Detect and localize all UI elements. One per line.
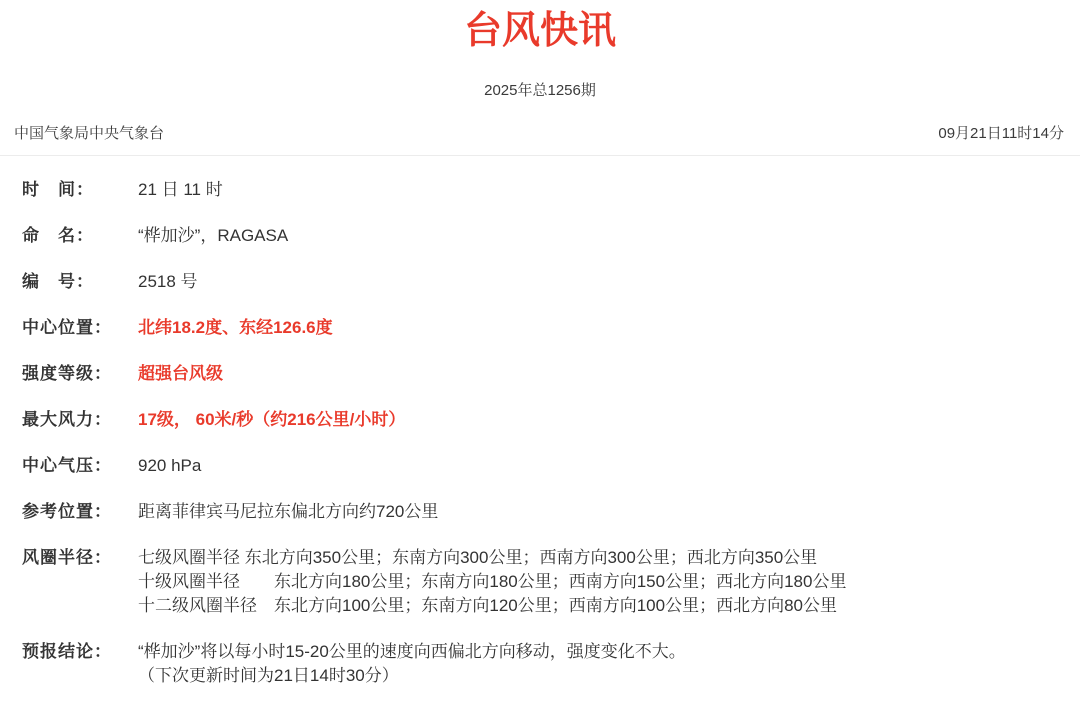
value-line-forecast: “桦加沙”将以每小时15-20公里的速度向西偏北方向移动，强度变化不大。 — [138, 642, 686, 661]
value-line: 920 hPa — [138, 456, 202, 475]
field-label-intensity: 强度等级： — [22, 364, 112, 383]
bulletin-body — [0, 156, 1080, 688]
field-row-center-position — [22, 316, 1060, 340]
meta-bar — [0, 125, 1080, 143]
field-label-number: 编 号： — [22, 272, 94, 291]
field-label-forecast-conclusion: 预报结论： — [22, 642, 112, 661]
value-line: 超强台风级 — [138, 364, 223, 383]
value-line-level10: 十级风圈半径 东北方向180公里；东南方向180公里；西南方向150公里；西北方向180公里 — [138, 572, 847, 591]
issue-number: 2025年总1256期 — [484, 82, 596, 99]
value-line: 距离菲律宾马尼拉东偏北方向约720公里 — [138, 502, 439, 521]
field-row-reference-position — [22, 500, 1060, 524]
agency-name: 中国气象局中央气象台 — [14, 125, 165, 142]
value-line: 17级， 60米/秒（约216公里/小时） — [138, 410, 406, 429]
field-label-time: 时 间： — [22, 180, 94, 199]
field-value-center-pressure — [138, 454, 201, 478]
field-label-center-position: 中心位置： — [22, 318, 112, 337]
field-row-wind-circle-radius — [22, 546, 1060, 618]
field-value-forecast-conclusion — [138, 640, 686, 688]
field-label-reference-position: 参考位置： — [22, 502, 112, 521]
field-row-center-pressure — [22, 454, 1060, 478]
field-value-max-wind — [138, 408, 405, 432]
field-value-time — [138, 178, 223, 202]
field-label-max-wind: 最大风力： — [22, 410, 112, 429]
field-row-intensity — [22, 362, 1060, 386]
issued-datetime: 09月21日11时14分 — [938, 125, 1064, 142]
value-line: 北纬18.2度、东经126.6度 — [138, 318, 333, 337]
field-row-time — [22, 178, 1060, 202]
page-title: 台风快讯 — [463, 10, 616, 52]
field-value-center-position — [138, 316, 333, 340]
field-row-max-wind — [22, 408, 1060, 432]
field-value-name — [138, 224, 288, 248]
value-line: 2518 号 — [138, 272, 198, 291]
field-value-intensity — [138, 362, 223, 386]
value-line: “桦加沙”，RAGASA — [138, 226, 289, 245]
value-line-level7: 七级风圈半径 东北方向350公里；东南方向300公里；西南方向300公里；西北方向350公里 — [138, 548, 818, 567]
field-label-wind-circle-radius: 风圈半径： — [22, 548, 112, 567]
field-label-center-pressure: 中心气压： — [22, 456, 112, 475]
field-value-wind-circle-radius — [138, 546, 846, 618]
value-line-next-update: （下次更新时间为21日14时30分） — [138, 666, 399, 685]
field-value-number — [138, 270, 198, 294]
field-row-number — [22, 270, 1060, 294]
value-line-level12: 十二级风圈半径 东北方向100公里；东南方向120公里；西南方向100公里；西北方向80公里 — [138, 596, 837, 615]
value-line: 21 日 11 时 — [138, 180, 223, 199]
field-row-name — [22, 224, 1060, 248]
field-value-reference-position — [138, 500, 438, 524]
field-row-forecast-conclusion — [22, 640, 1060, 688]
field-label-name: 命 名： — [22, 226, 94, 245]
